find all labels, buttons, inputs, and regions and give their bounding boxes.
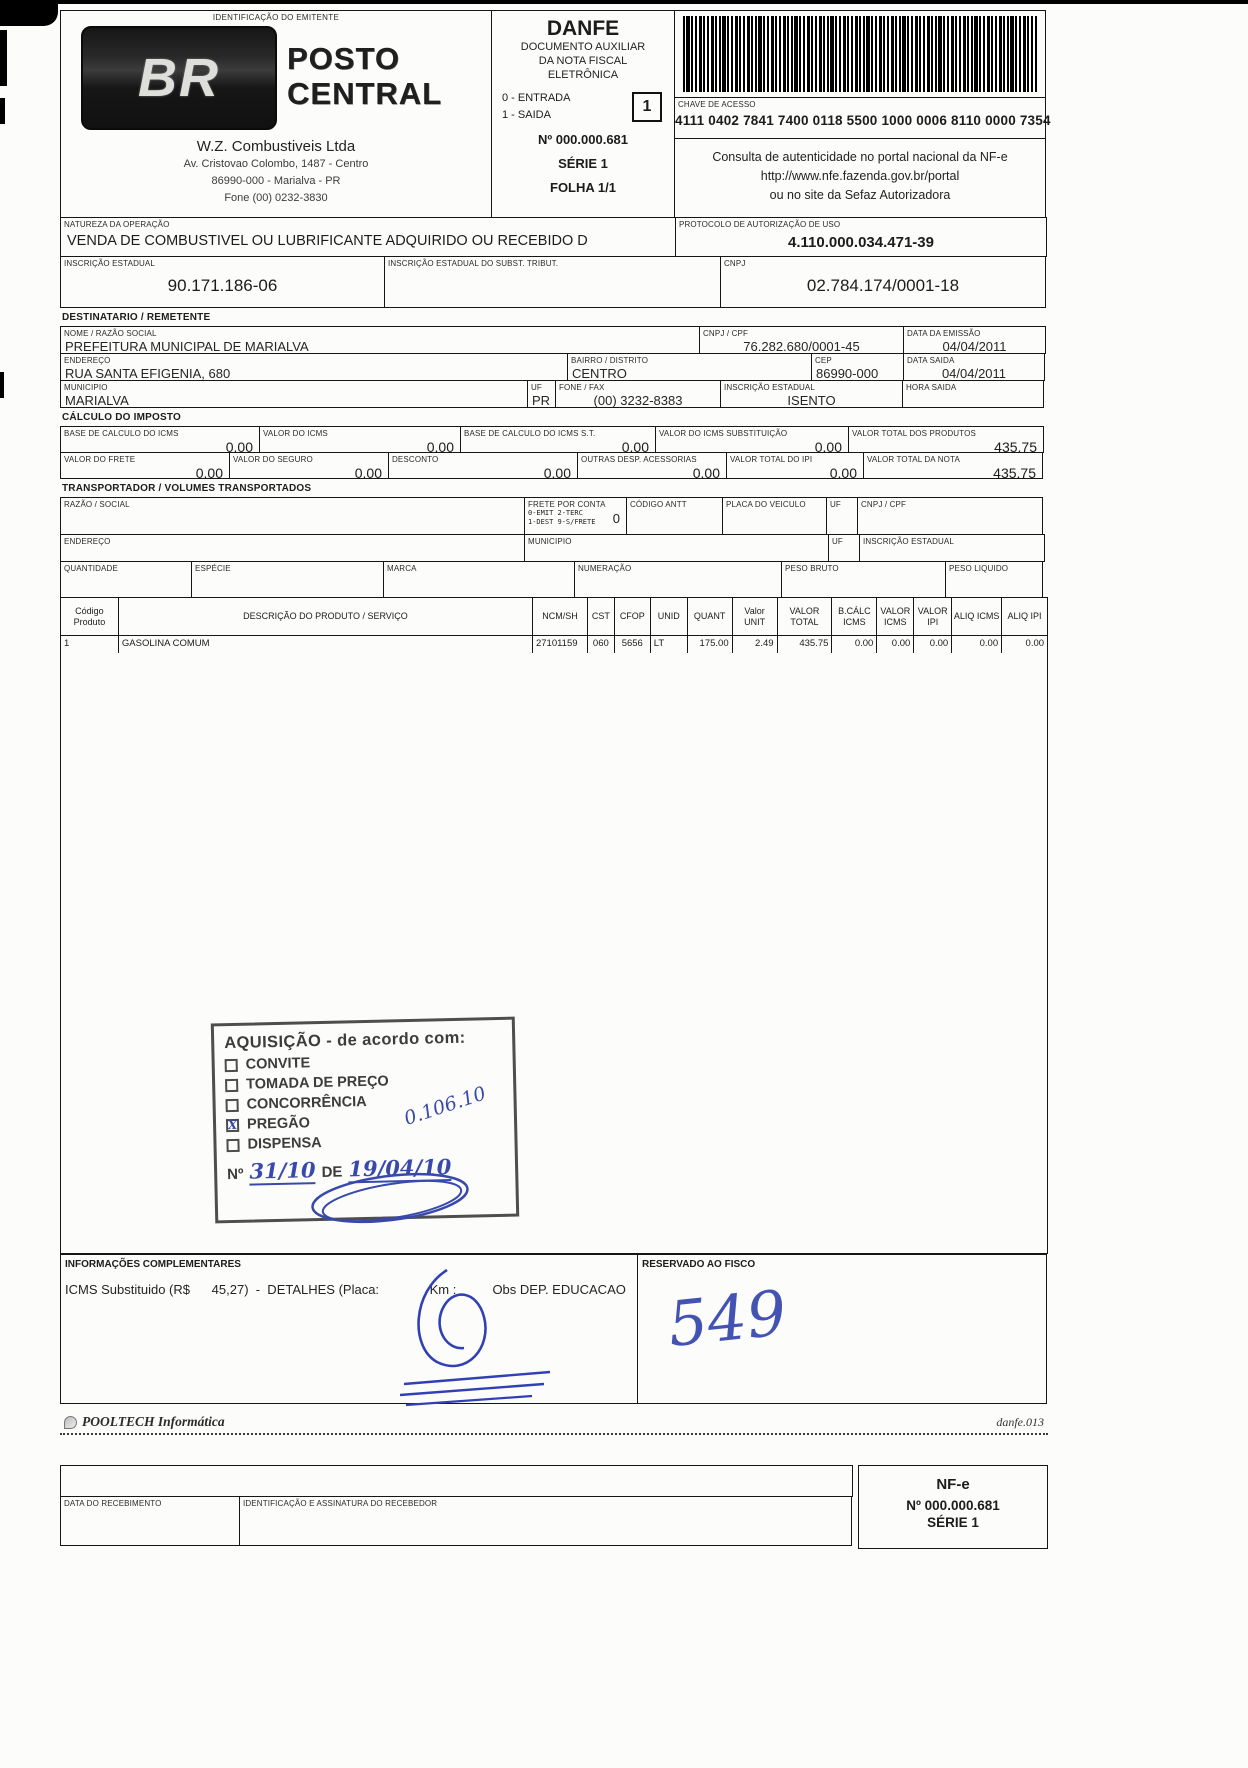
canhoto-recebemos-box	[60, 1465, 853, 1497]
frete-por-conta-field: FRETE POR CONTA 0-EMIT 2-TERC 1-DEST 9-S/FRETE 0	[524, 497, 627, 535]
brand-line-1: POSTO	[287, 41, 400, 76]
canhoto-nfe-title: NF-e	[936, 1476, 970, 1493]
produto-bcalc-icms: 0.00	[832, 636, 877, 653]
scan-artifact-left-mark	[0, 30, 7, 86]
danfe-doc-ref: danfe.013	[996, 1415, 1044, 1429]
data-emissao-field: DATA DA EMISSÃO 04/04/2011	[903, 326, 1046, 354]
produtos-table-header	[61, 598, 1047, 636]
col-cfop: CFOP	[615, 598, 651, 635]
data-saida-field: DATA SAIDA 04/04/2011	[903, 353, 1045, 381]
valor-frete-value: 0.00	[195, 465, 223, 481]
col-valor-icms: VALOR ICMS	[877, 598, 914, 635]
emitente-section-label: IDENTIFICAÇÃO DO EMITENTE	[212, 13, 340, 22]
brand-name	[287, 42, 442, 111]
danfe-subtitle: DOCUMENTO AUXILIAR DA NOTA FISCAL ELETRÔNICA	[520, 41, 646, 81]
destinatario-ie-field: INSCRIÇÃO ESTADUAL ISENTO	[720, 380, 903, 408]
valor-total-produtos-field: VALOR TOTAL DOS PRODUTOS 435.75	[848, 426, 1044, 453]
produtos-table	[60, 597, 1048, 1254]
emitente-city: 86990-000 - Marialva - PR	[211, 174, 341, 187]
transportador-uf-field: UF	[826, 497, 858, 535]
danfe-body	[60, 10, 1051, 1549]
stamp-title: AQUISIÇÃO - de acordo com:	[224, 1028, 466, 1053]
canhoto-nfe-box	[858, 1465, 1048, 1549]
stamp-option-dispensa: DISPENSA	[226, 1131, 504, 1153]
valor-seguro-value: 0.00	[354, 465, 382, 481]
produto-aliq-ipi: 0.00	[1025, 638, 1045, 649]
checkbox-concorrencia	[225, 1098, 238, 1111]
col-ncm: NCM/SH	[533, 598, 588, 635]
inscricao-estadual-field	[60, 256, 385, 308]
fone-fax-field: FONE / FAX (00) 3232-8383	[555, 380, 721, 408]
cnpj-label: CNPJ	[724, 259, 746, 268]
col-valor-total: VALOR TOTAL	[778, 598, 833, 635]
base-calc-icms-value: 0.00	[225, 439, 253, 455]
transportador-ie-field: INSCRIÇÃO ESTADUAL	[859, 534, 1045, 562]
br-logo	[81, 26, 277, 130]
fisco-handwritten-number: 549	[664, 1276, 790, 1361]
brand-line-2: CENTRAL	[287, 75, 443, 111]
stamp-option-convite: CONVITE	[225, 1051, 503, 1073]
produto-valor-unit: 2.49	[733, 636, 778, 653]
data-recebimento-field: DATA DO RECEBIMENTO	[60, 1496, 240, 1546]
protocolo-value: 4.110.000.034.471-39	[788, 234, 934, 251]
col-aliq-ipi: ALIQ IPI	[1007, 611, 1042, 622]
transportador-row-3	[60, 561, 1048, 598]
valor-icms-subst-value: 0.00	[814, 439, 842, 455]
produto-ncm: 27101159	[533, 636, 588, 653]
stamp-option-tomada: TOMADA DE PREÇO	[225, 1071, 503, 1093]
placa-veiculo-field: PLACA DO VEICULO	[722, 497, 827, 535]
consulta-url: http://www.nfe.fazenda.gov.br/portal	[760, 168, 960, 183]
nota-numero: Nº 000.000.681	[537, 132, 629, 148]
checkbox-convite	[225, 1058, 238, 1071]
canhoto-recibo	[60, 1465, 1048, 1549]
produto-quant: 175.00	[688, 636, 733, 653]
uf-value: PR	[532, 393, 551, 408]
valor-icms-value: 0.00	[426, 439, 454, 455]
peso-bruto-field: PESO BRUTO	[781, 561, 946, 598]
cnpj-value: 02.784.174/0001-18	[806, 276, 960, 295]
stamp-extra-handwriting: 0.106.10	[401, 1082, 490, 1130]
produto-aliq-icms: 0.00	[952, 636, 1002, 653]
data-emissao-value: 04/04/2011	[942, 339, 1007, 354]
scan-artifact-left-mark	[0, 98, 5, 124]
destinatario-endereco-value: RUA SANTA EFIGENIA, 680	[65, 366, 231, 381]
checkbox-tomada-preco	[225, 1078, 238, 1091]
inscricao-estadual-value: 90.171.186-06	[167, 276, 278, 295]
desconto-value: 0.00	[543, 465, 571, 481]
col-bcalc-icms: B.CÁLC ICMS	[832, 598, 877, 635]
produto-row	[61, 636, 1047, 653]
transportador-section-title: TRANSPORTADOR / VOLUMES TRANSPORTADOS	[62, 483, 312, 494]
produto-cst: 060	[588, 636, 615, 653]
emitente-phone: Fone (00) 0232-3830	[224, 191, 328, 204]
base-calc-icms-st-field: BASE DE CALCULO DO ICMS S.T. 0.00	[460, 426, 656, 453]
produto-descricao: GASOLINA COMUM	[119, 636, 533, 653]
checkbox-pregao-checked	[226, 1118, 239, 1131]
imposto-row-2	[60, 452, 1048, 479]
rodape-credit	[60, 1410, 1048, 1430]
destinatario-row-1	[60, 326, 1048, 354]
inscricao-estadual-label: INSCRIÇÃO ESTADUAL	[64, 259, 156, 268]
scan-artifact-left-mark	[0, 372, 4, 398]
stamp-num-handwritten: 31/10	[249, 1157, 316, 1184]
transportador-razao-field: RAZÃO / SOCIAL	[60, 497, 525, 535]
emitente-logo-row	[61, 26, 491, 130]
transportador-municipio-field: MUNICIPIO	[524, 534, 829, 562]
base-calc-icms-st-value: 0.00	[621, 439, 649, 455]
transportador-cnpj-field: CNPJ / CPF	[857, 497, 1043, 535]
emitente-address: Av. Cristovao Colombo, 1487 - Centro	[183, 158, 369, 170]
produto-valor-total: 435.75	[778, 636, 833, 653]
numeracao-field: NUMERAÇÃO	[574, 561, 782, 598]
chave-acesso-value: 4111 0402 7841 7400 0118 5500 1000 0006 8110 0000 7354	[675, 113, 1051, 128]
imposto-row-1	[60, 426, 1048, 453]
natureza-value: VENDA DE COMBUSTIVEL OU LUBRIFICANTE ADQUIRIDO OU RECEBIDO D	[67, 233, 588, 249]
valor-total-ipi-field: VALOR TOTAL DO IPI 0.00	[726, 452, 864, 479]
danfe-title: DANFE	[546, 17, 620, 40]
destinatario-section-title: DESTINATARIO / REMETENTE	[62, 312, 211, 323]
natureza-label: NATUREZA DA OPERAÇÃO	[64, 220, 170, 229]
chave-acesso-label: CHAVE DE ACESSO	[678, 100, 756, 109]
inscricao-row	[60, 256, 1048, 308]
produto-valor-icms: 0.00	[877, 636, 914, 653]
produto-unid: LT	[651, 636, 688, 653]
valor-total-nota-value: 435.75	[993, 465, 1036, 481]
col-valor-unit: Valor UNIT	[733, 598, 778, 635]
municipio-value: MARIALVA	[65, 393, 129, 408]
nota-folha: FOLHA 1/1	[550, 180, 616, 196]
entrada-saida-row	[492, 82, 674, 123]
produtos-table-empty-area	[61, 653, 1047, 1253]
valor-icms-field: VALOR DO ICMS 0.00	[259, 426, 461, 453]
uf-field: UF PR	[527, 380, 556, 408]
transportador-endereco-field: ENDEREÇO	[60, 534, 525, 562]
peso-liquido-field: PESO LIQUIDO	[945, 561, 1043, 598]
stamp-option-pregao: X PREGÃO	[227, 1115, 311, 1133]
aquisicao-stamp	[211, 1017, 519, 1224]
entrada-label: 0 - ENTRADA	[502, 92, 571, 105]
col-quant: QUANT	[688, 598, 733, 635]
valor-total-nota-field: VALOR TOTAL DA NOTA 435.75	[863, 452, 1043, 479]
inscricao-subst-field	[384, 256, 721, 308]
col-codigo-produto: Código Produto	[61, 598, 119, 635]
base-calc-icms-field: BASE DE CALCULO DO ICMS 0.00	[60, 426, 260, 453]
scan-artifact-top-edge	[0, 0, 1248, 4]
destinatario-endereco-field: ENDEREÇO RUA SANTA EFIGENIA, 680	[60, 353, 568, 381]
inscricao-subst-label: INSCRIÇÃO ESTADUAL DO SUBST. TRIBUT.	[388, 259, 559, 268]
acesso-block	[674, 10, 1051, 218]
codigo-antt-field: CÓDIGO ANTT	[626, 497, 723, 535]
informacoes-complementares-box	[60, 1254, 638, 1404]
br-logo-text: BR	[138, 48, 220, 108]
pooltech-logo-icon	[64, 1416, 77, 1429]
stamp-number-line	[227, 1153, 506, 1186]
danfe-block	[491, 10, 675, 218]
especie-field: ESPÉCIE	[191, 561, 384, 598]
data-saida-value: 04/04/2011	[941, 366, 1007, 381]
col-unid: UNID	[651, 598, 688, 635]
bairro-field: BAIRRO / DISTRITO CENTRO	[567, 353, 812, 381]
stamp-de-label: DE	[321, 1163, 343, 1181]
municipio-field: MUNICIPIO MARIALVA	[60, 380, 528, 408]
software-credit: POOLTECH Informática	[64, 1414, 225, 1430]
destinatario-nome-field: NOME / RAZÃO SOCIAL PREFEITURA MUNICIPAL DE MARIALVA	[60, 326, 700, 354]
destinatario-row-2	[60, 353, 1048, 381]
stamp-date-handwritten: 19/04/10	[348, 1154, 452, 1182]
col-valor-ipi: VALOR IPI	[914, 598, 952, 635]
stamp-num-prefix: Nº	[227, 1165, 244, 1184]
header-section	[60, 10, 1051, 218]
reservado-fisco-label: RESERVADO AO FISCO	[642, 1259, 756, 1270]
transportador-row-2	[60, 534, 1048, 562]
outras-despesas-field: OUTRAS DESP. ACESSORIAS 0.00	[577, 452, 727, 479]
informacoes-complementares-label: INFORMAÇÕES COMPLEMENTARES	[65, 1259, 241, 1270]
destinatario-cnpj-value: 76.282.680/0001-45	[743, 339, 860, 354]
pregao-check-mark: X	[227, 1117, 238, 1133]
valor-total-ipi-value: 0.00	[829, 465, 857, 481]
destinatario-row-3	[60, 380, 1048, 408]
valor-seguro-field: VALOR DO SEGURO 0.00	[229, 452, 389, 479]
produto-valor-ipi: 0.00	[914, 636, 952, 653]
entrada-saida-labels	[502, 90, 570, 123]
col-aliq-icms: ALIQ ICMS	[952, 598, 1002, 635]
outras-despesas-value: 0.00	[692, 465, 720, 481]
hora-saida-field: HORA SAIDA	[902, 380, 1044, 408]
frete-opcoes: 0-EMIT 2-TERC 1-DEST 9-S/FRETE	[528, 509, 596, 526]
protocolo-label: PROTOCOLO DE AUTORIZAÇÃO DE USO	[679, 220, 841, 229]
stamp-option-concorrencia: CONCORRÊNCIA	[225, 1091, 503, 1113]
emitente-block	[60, 10, 492, 218]
barcode	[683, 16, 1037, 92]
checkbox-dispensa	[226, 1138, 239, 1151]
produto-codigo: 1	[61, 636, 119, 653]
fone-fax-value: (00) 3232-8383	[593, 393, 683, 408]
destinatario-ie-value: ISENTO	[787, 393, 836, 408]
emitente-company-name: W.Z. Combustiveis Ltda	[196, 138, 356, 155]
nota-serie: SÉRIE 1	[558, 156, 608, 172]
marca-field: MARCA	[383, 561, 575, 598]
protocolo-field	[675, 217, 1047, 257]
valor-total-produtos-value: 435.75	[994, 439, 1037, 455]
valor-icms-subst-field: VALOR DO ICMS SUBSTITUIÇÃO 0.00	[655, 426, 849, 453]
tipo-operacao-box: 1	[632, 92, 662, 122]
dados-adicionais-row	[60, 1254, 1048, 1404]
cep-field: CEP 86990-000	[811, 353, 904, 381]
transportador-row-1	[60, 497, 1048, 535]
produto-cfop: 5656	[615, 636, 651, 653]
consulta-autenticidade: Consulta de autenticidade no portal nacional da NF-e http://www.nfe.fazenda.gov.br/portal ou no site da Sefaz Autorizadora	[675, 139, 1045, 204]
destinatario-cnpj-field: CNPJ / CPF 76.282.680/0001-45	[699, 326, 904, 354]
chave-acesso-box	[675, 97, 1051, 139]
perforation-cut-line	[60, 1433, 1048, 1435]
canhoto-nfe-serie: SÉRIE 1	[927, 1515, 979, 1530]
cnpj-emitente-field	[720, 256, 1046, 308]
informacoes-complementares-text: ICMS Substituido (R$ 45,27) - DETALHES (Placa: Km : Obs DEP. EDUCACAO	[65, 1282, 626, 1297]
frete-por-conta-value: 0	[612, 511, 620, 526]
scan-artifact-corner	[0, 0, 58, 26]
valor-frete-field: VALOR DO FRETE 0.00	[60, 452, 230, 479]
desconto-field: DESCONTO 0.00	[388, 452, 578, 479]
canhoto-nfe-numero: Nº 000.000.681	[906, 1498, 1000, 1513]
assinatura-recebedor-field: IDENTIFICAÇÃO E ASSINATURA DO RECEBEDOR	[239, 1496, 852, 1546]
saida-label: 1 - SAIDA	[502, 108, 551, 121]
natureza-row	[60, 217, 1048, 257]
bairro-value: CENTRO	[572, 366, 627, 381]
destinatario-nome-value: PREFEITURA MUNICIPAL DE MARIALVA	[65, 339, 309, 354]
imposto-section-title: CÁLCULO DO IMPOSTO	[62, 412, 181, 423]
cep-value: 86990-000	[816, 366, 879, 381]
quantidade-field: QUANTIDADE	[60, 561, 192, 598]
natureza-operacao-field	[60, 217, 676, 257]
transportador-uf2-field: UF	[828, 534, 860, 562]
col-descricao: DESCRIÇÃO DO PRODUTO / SERVIÇO	[119, 598, 533, 635]
col-cst: CST	[588, 598, 615, 635]
